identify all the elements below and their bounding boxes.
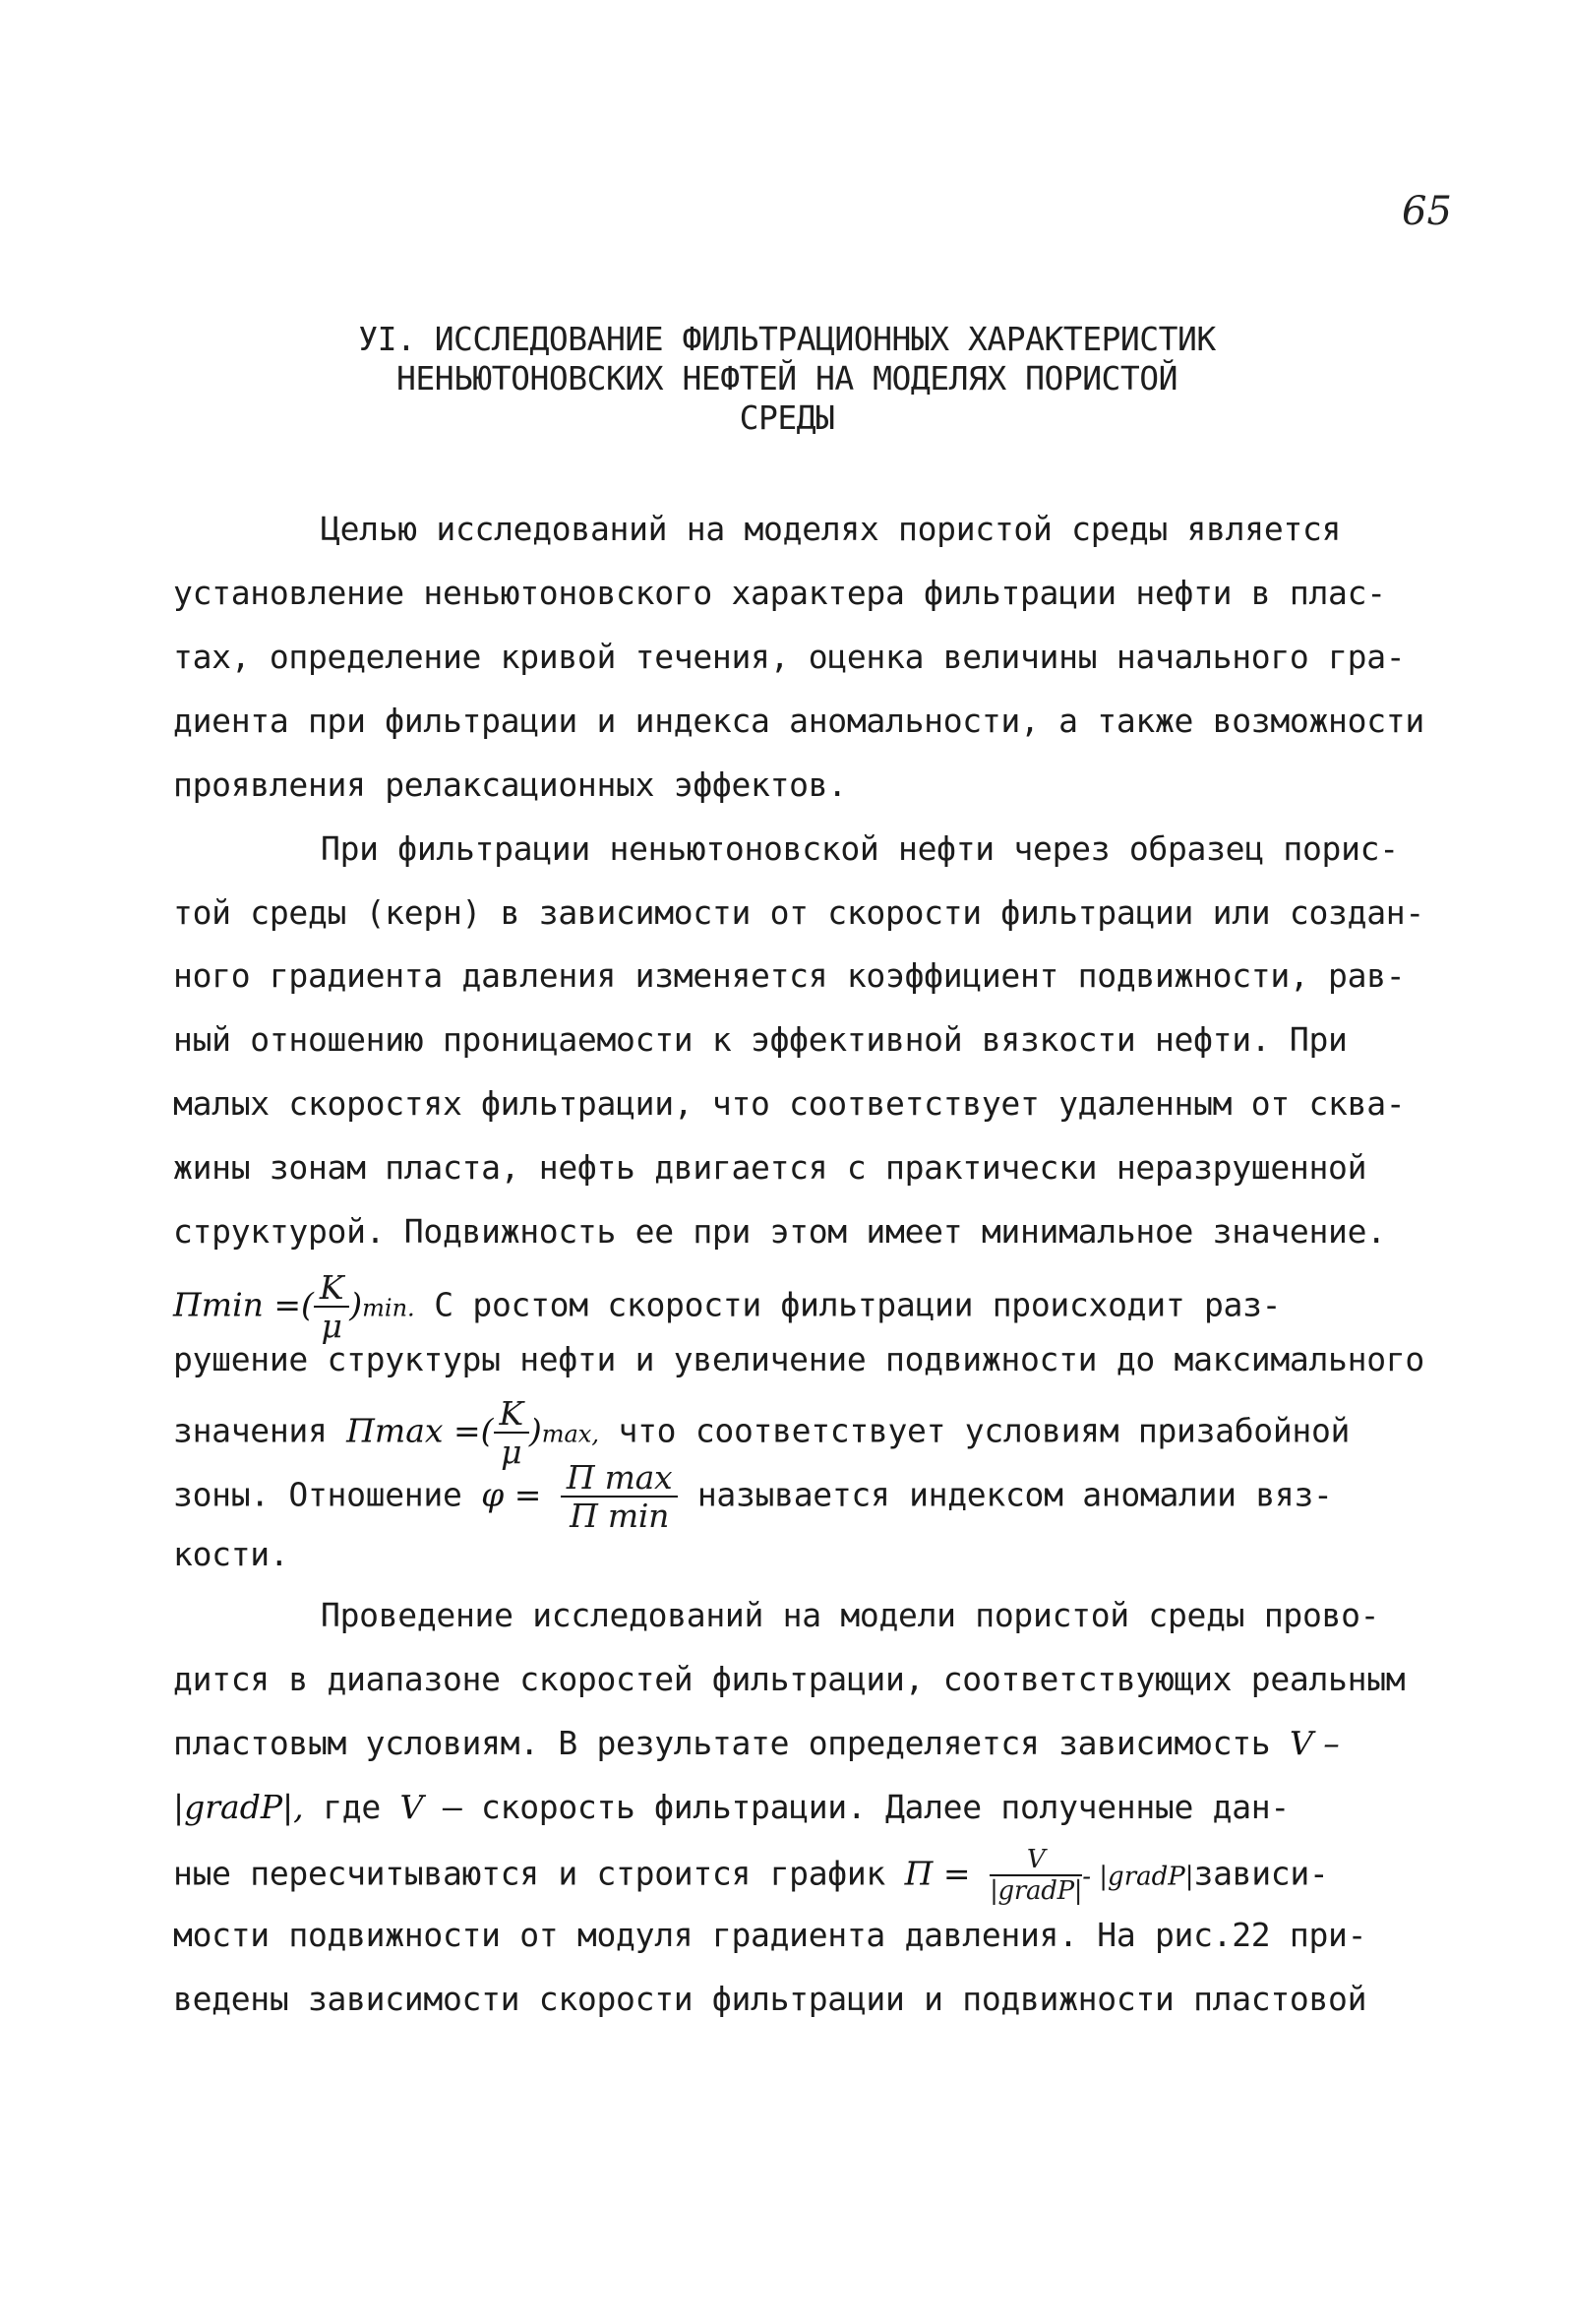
formula-line-anomaly-index bbox=[173, 1458, 1432, 1535]
formula-lhs: Π = bbox=[904, 1854, 971, 1893]
formula-lhs: Πmin = bbox=[173, 1285, 302, 1324]
fraction-denominator: μ bbox=[321, 1307, 342, 1345]
fraction-numerator: K bbox=[494, 1397, 529, 1434]
formula-gradient: |gradP|, bbox=[173, 1788, 304, 1826]
paragraph-line: жины зонам пласта, нефть двигается с практически неразрушенной bbox=[173, 1148, 1367, 1187]
section-heading bbox=[295, 320, 1279, 438]
fraction-numerator: K bbox=[314, 1271, 349, 1308]
paragraph-text: С ростом скорости фильтрации происходит раз- bbox=[434, 1285, 1282, 1324]
paragraph-text: зоны. Отношение bbox=[173, 1475, 462, 1514]
formula-line-dependency bbox=[173, 1724, 1432, 1763]
paragraph-line: ведены зависимости скорости фильтрации и подвижности пластовой bbox=[173, 1980, 1367, 2018]
heading-line: СРЕДЫ bbox=[739, 398, 835, 437]
paragraph-line: рушение структуры нефти и увеличение подвижности до максимального bbox=[173, 1340, 1424, 1378]
heading-line: НЕНЬЮТОНОВСКИХ НЕФТЕЙ НА МОДЕЛЯХ ПОРИСТОЙ bbox=[395, 359, 1178, 398]
paragraph-line: При фильтрации неньютоновской нефти через образец порис- bbox=[321, 829, 1399, 868]
paragraph-line: мости подвижности от модуля градиента давления. На рис.22 при- bbox=[173, 1916, 1367, 1954]
paragraph-text: называется индексом аномалии вяз- bbox=[696, 1475, 1333, 1514]
paragraph-line: Целью исследований на моделях пористой среды является bbox=[321, 510, 1342, 548]
fraction bbox=[494, 1394, 529, 1471]
formula-lhs: Πmax = bbox=[346, 1411, 481, 1450]
paragraph-line: установление неньютоновского характера фильтрации нефти в плас- bbox=[173, 574, 1386, 612]
paragraph-text: ные пересчитываются и строится график bbox=[173, 1854, 886, 1893]
paragraph-text: зависи- bbox=[1193, 1854, 1329, 1893]
paragraph-line: дится в диапазоне скоростей фильтрации, соответствующих реальным bbox=[173, 1660, 1406, 1698]
fraction bbox=[990, 1847, 1082, 1904]
paragraph-line: диента при фильтрации и индекса аномальности, а также возможности bbox=[173, 702, 1424, 740]
paragraph-line: ный отношению проницаемости к эффективной вязкости нефти. При bbox=[173, 1020, 1348, 1059]
formula-line-mobility-min: Πmin =( $\frac{K}{\mu}$ )min. С ростом скорости фильтрации происходит раз- bbox=[173, 1268, 1282, 1345]
paragraph-text: значения bbox=[173, 1411, 328, 1450]
fraction-denominator: Π min bbox=[570, 1497, 670, 1535]
paragraph-text: пластовым условиям. В результате определяется зависимость bbox=[173, 1724, 1271, 1762]
paragraph-line: проявления релаксационных эффектов. bbox=[173, 765, 847, 804]
paragraph-line: кости. bbox=[173, 1535, 289, 1573]
paragraph-line: малых скоростях фильтрации, что соответствует удаленным от сква- bbox=[173, 1084, 1406, 1123]
fraction-numerator: V bbox=[990, 1847, 1082, 1876]
formula-line-graph bbox=[173, 1847, 1432, 1904]
formula-velocity: V bbox=[399, 1788, 424, 1826]
paragraph-text: где bbox=[323, 1788, 381, 1826]
formula-subscript: max, bbox=[541, 1420, 599, 1448]
formula-subscript: min. bbox=[362, 1294, 415, 1322]
formula-lhs: φ = bbox=[481, 1475, 542, 1514]
paragraph-line: тах, определение кривой течения, оценка величины начального гра- bbox=[173, 638, 1406, 676]
formula-line-mobility-max: значения Πmax =( $\frac{K}{\mu}$ )max, что соответствует условиям призабойной bbox=[173, 1394, 1351, 1471]
fraction bbox=[561, 1458, 678, 1535]
paragraph-line: структурой. Подвижность ее при этом имеет минимальное значение. bbox=[173, 1212, 1386, 1251]
paragraph-line: той среды (керн) в зависимости от скорости фильтрации или создан- bbox=[173, 893, 1424, 932]
fraction-denominator: μ bbox=[501, 1433, 522, 1471]
paragraph-line: Проведение исследований на модели пористой среды прово- bbox=[321, 1596, 1380, 1634]
fraction-denominator: |gradP| bbox=[990, 1876, 1083, 1906]
fraction-numerator: Π max bbox=[561, 1461, 678, 1498]
paragraph-text: что соответствует условиям призабойной bbox=[618, 1411, 1351, 1450]
paragraph-line: ного градиента давления изменяется коэффициент подвижности, рав- bbox=[173, 956, 1406, 995]
heading-line: УI. ИССЛЕДОВАНИЕ ФИЛЬТРАЦИОННЫХ ХАРАКТЕРИСТИК bbox=[358, 320, 1216, 358]
formula-tail: - |gradP| bbox=[1082, 1862, 1194, 1892]
formula-line-gradient bbox=[173, 1788, 1432, 1827]
fraction bbox=[314, 1268, 349, 1345]
formula-velocity: V – bbox=[1289, 1724, 1340, 1762]
paragraph-text: – скорость фильтрации. Далее полученные дан- bbox=[442, 1788, 1290, 1826]
page-number: 65 bbox=[1402, 189, 1452, 234]
